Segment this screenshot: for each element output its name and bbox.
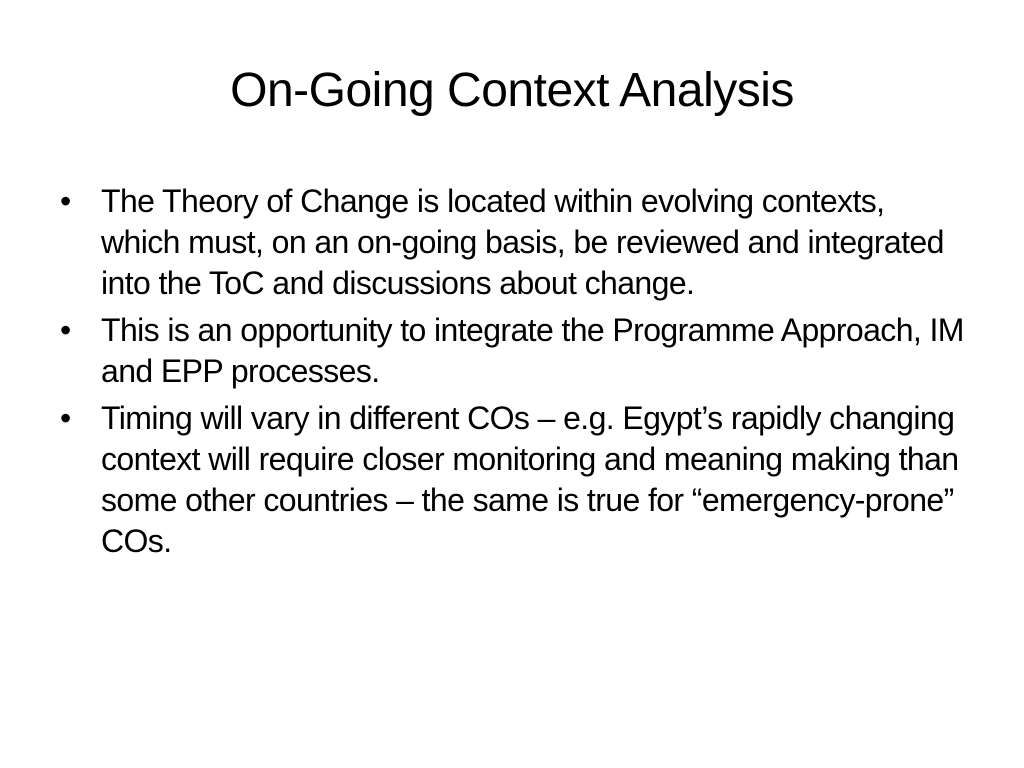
bullet-text: This is an opportunity to integrate the Programme Approach, IM and EPP processes. (101, 312, 964, 389)
bullet-list (60, 181, 970, 568)
bullet-dot-icon: • (60, 312, 71, 348)
bullet-text: The Theory of Change is located within evolving contexts, which must, on an on-going basis, be reviewed and integrated into the ToC and discussions about change. (101, 183, 944, 301)
slide-title: On-Going Context Analysis (230, 64, 794, 117)
bullet-dot-icon: • (60, 400, 71, 436)
bullet-item (60, 181, 970, 304)
bullet-text: Timing will vary in different COs – e.g. Egypt’s rapidly changing context will require closer monitoring and meaning making than some other countries – the same is true for “emergency-prone” COs. (101, 400, 959, 559)
bullet-dot-icon: • (60, 183, 71, 219)
bullet-item (60, 310, 970, 392)
bullet-item (60, 398, 970, 562)
